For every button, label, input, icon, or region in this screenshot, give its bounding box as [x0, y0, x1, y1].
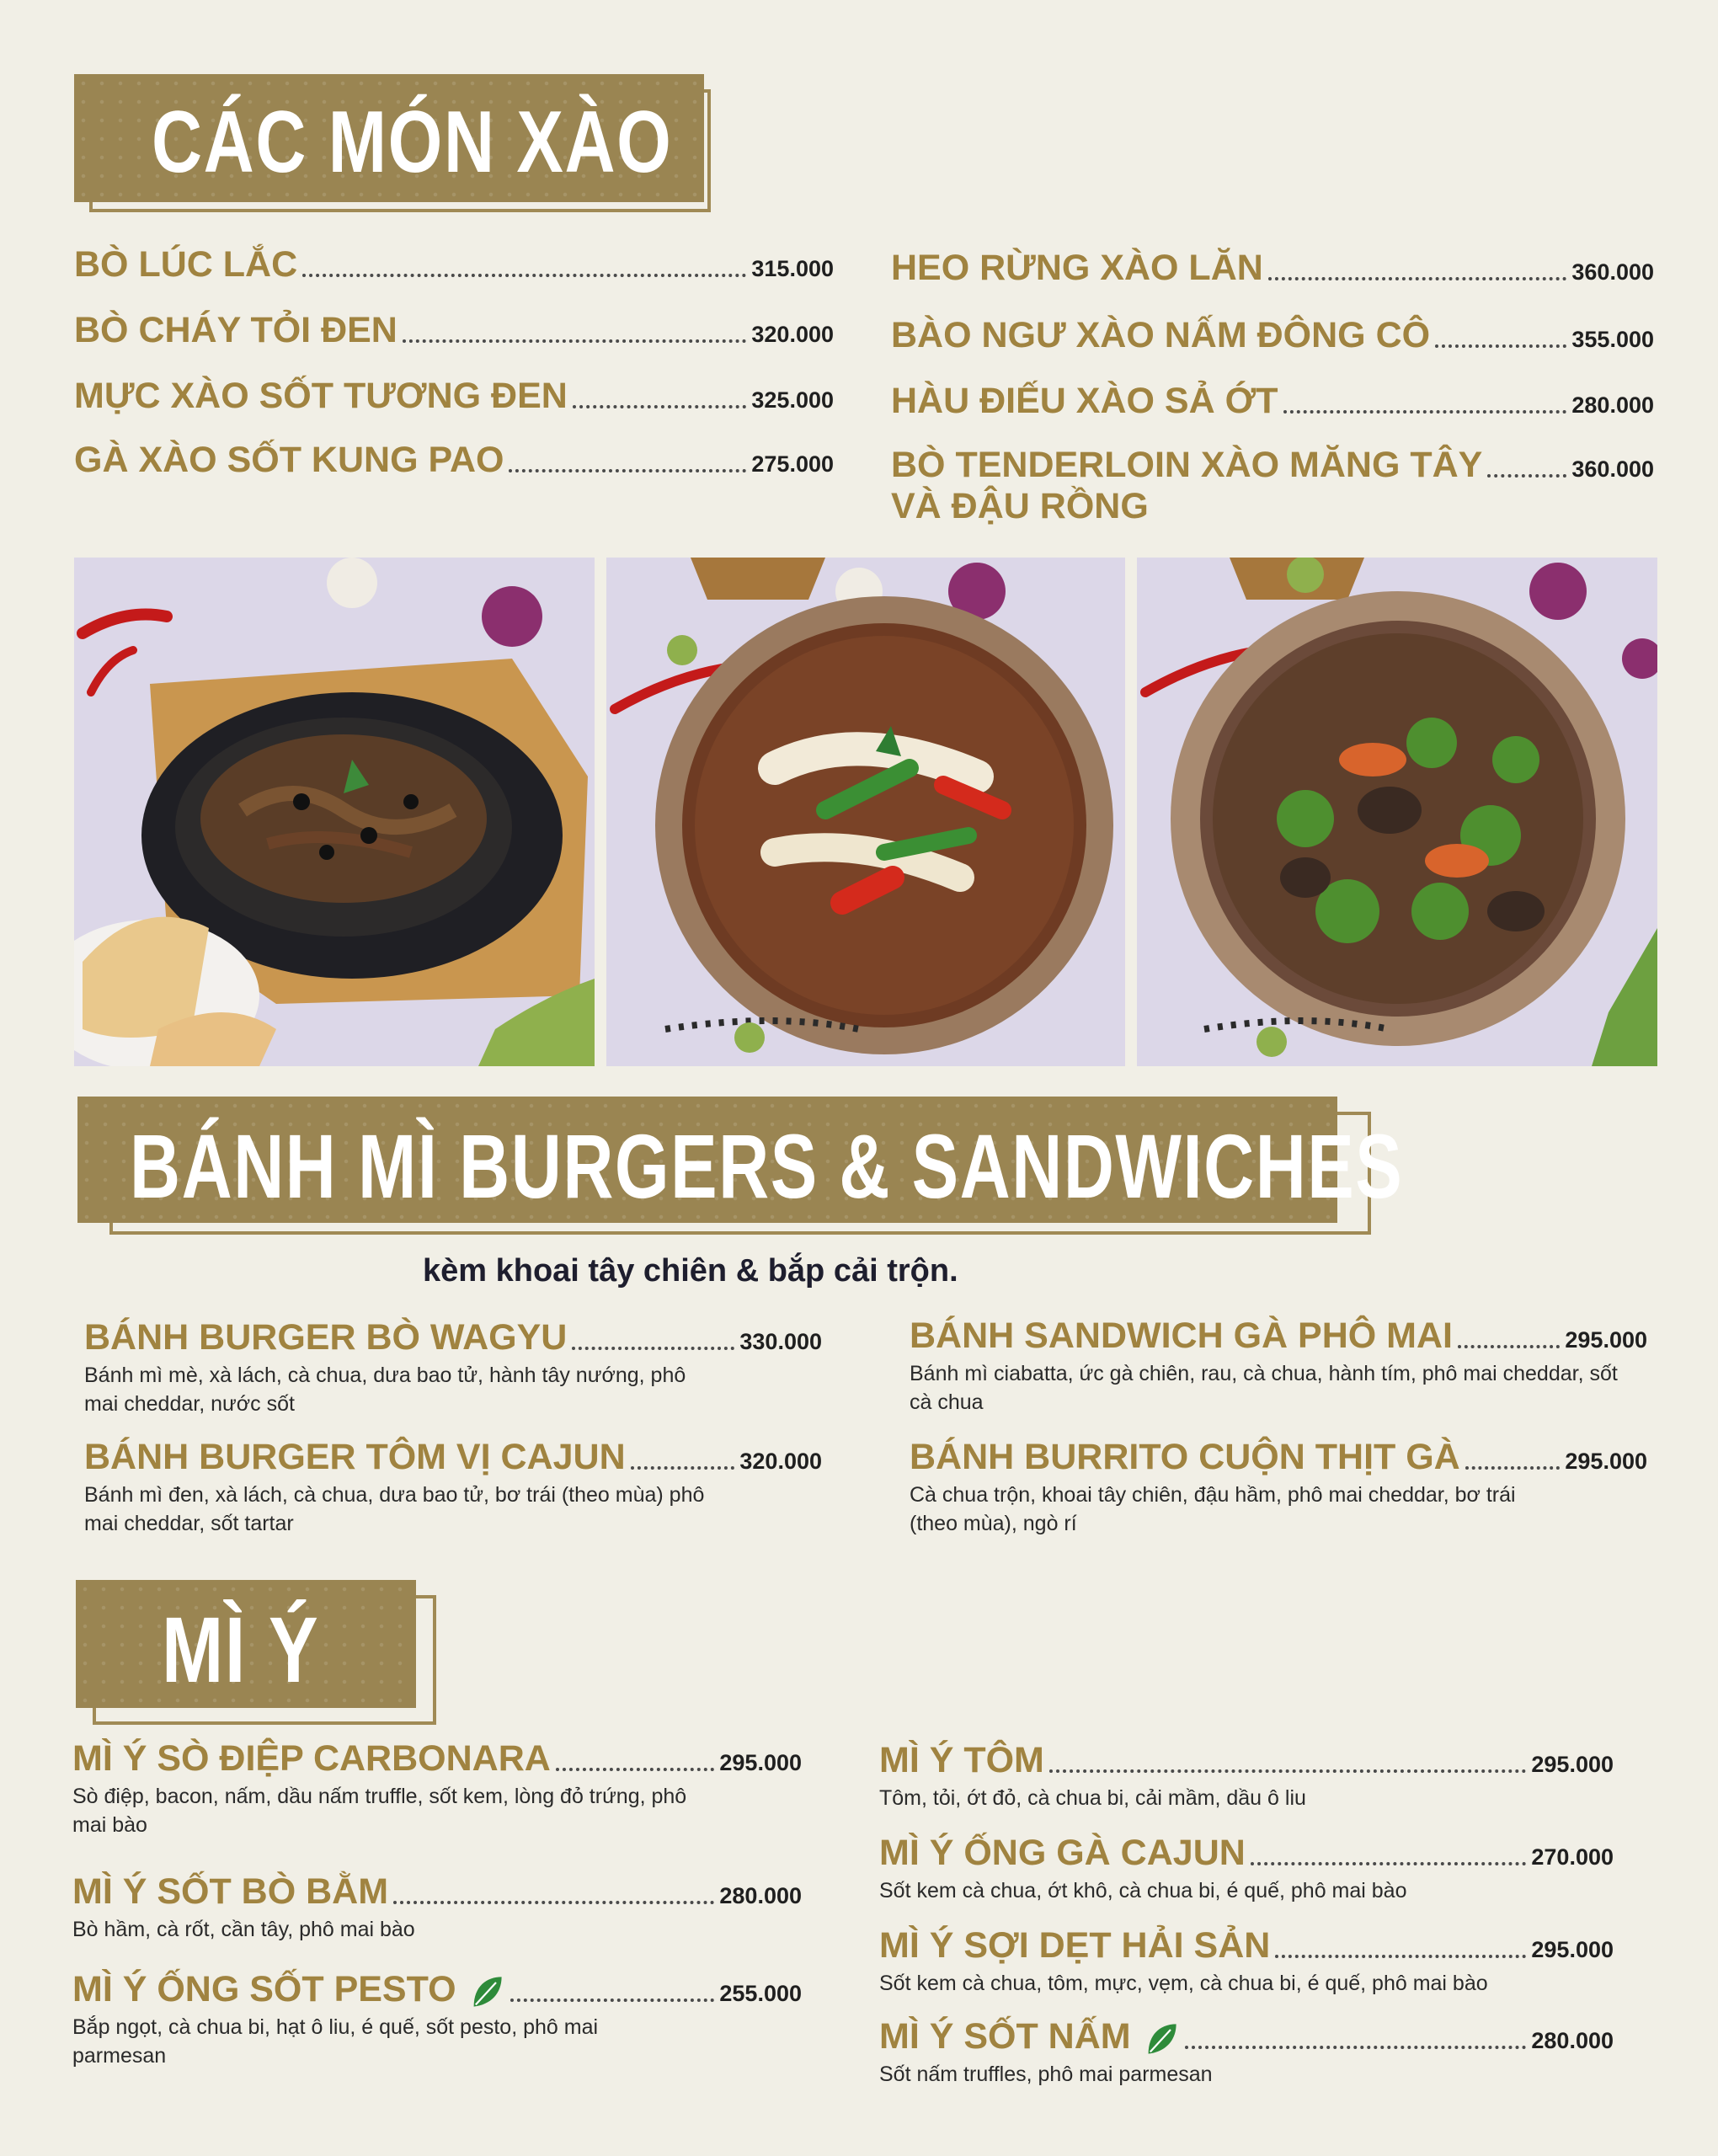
item-name: MÌ Ý ỐNG SỐT PESTO	[72, 1969, 456, 2009]
item-price: 255.000	[719, 1981, 802, 2007]
item-price: 280.000	[1571, 392, 1654, 419]
leader-dots	[1268, 277, 1567, 280]
menu-item	[910, 1315, 1647, 1417]
item-name: MÌ Ý SÒ ĐIỆP CARBONARA	[72, 1738, 551, 1779]
item-price: 315.000	[751, 256, 834, 282]
leader-dots	[1275, 1955, 1526, 1958]
menu-item	[879, 1925, 1614, 1999]
item-description: Bánh mì mè, xà lách, cà chua, dưa bao tử, hành tây nướng, phô mai cheddar, nước sốt	[84, 1364, 686, 1417]
leader-dots	[1049, 1769, 1527, 1773]
section-title: MÌ Ý	[162, 1598, 320, 1702]
item-name: HÀU ĐIẾU XÀO SẢ ỚT	[891, 381, 1278, 421]
menu-item	[72, 1969, 802, 2071]
item-description: Tôm, tỏi, ớt đỏ, cà chua bi, cải mầm, dầu ô liu	[879, 1786, 1306, 1811]
item-description: Cà chua trộn, khoai tây chiên, đậu hầm, phô mai cheddar, bơ trái (theo mùa), ngò rí	[910, 1483, 1516, 1536]
item-name: BÁNH BURGER TÔM VỊ CAJUN	[84, 1437, 626, 1477]
menu-item	[891, 315, 1654, 356]
leader-dots	[1251, 1862, 1527, 1865]
leader-dots	[573, 405, 747, 408]
menu-item	[891, 381, 1654, 422]
item-name: BÒ CHÁY TỎI ĐEN	[74, 310, 397, 350]
item-name: BÒ LÚC LẮC	[74, 244, 298, 285]
dish-photo-abalone-mushroom	[1137, 558, 1657, 1066]
leader-dots	[1283, 410, 1567, 414]
item-name: MỰC XÀO SỐT TƯƠNG ĐEN	[74, 376, 568, 416]
menu-item	[74, 244, 834, 286]
item-name: BÀO NGƯ XÀO NẤM ĐÔNG CÔ	[891, 315, 1431, 355]
dish-photo-sizzling-beef	[74, 558, 595, 1066]
leader-dots	[572, 1347, 734, 1350]
item-description: Bò hầm, cà rốt, cần tây, phô mai bào	[72, 1918, 415, 1942]
item-price: 325.000	[751, 387, 834, 414]
item-name: BÒ TENDERLOIN XÀO MĂNG TÂY	[891, 445, 1483, 485]
item-description: Sốt nấm truffles, phô mai parmesan	[879, 2063, 1213, 2087]
item-price: 295.000	[1565, 1327, 1647, 1353]
item-price: 330.000	[739, 1329, 822, 1355]
section-banner-pasta	[76, 1580, 446, 1737]
section-subtitle: kèm khoai tây chiên & bắp cải trộn.	[423, 1253, 958, 1289]
item-description: Sốt kem cà chua, tôm, mực, vẹm, cà chua bi, é quế, phô mai bào	[879, 1972, 1488, 1996]
leader-dots	[302, 274, 746, 277]
item-price: 320.000	[739, 1449, 822, 1475]
menu-item	[74, 440, 834, 481]
menu-item	[84, 1317, 822, 1419]
item-name: MÌ Ý ỐNG GÀ CAJUN	[879, 1833, 1246, 1873]
item-name: BÁNH BURGER BÒ WAGYU	[84, 1317, 568, 1358]
leader-dots	[510, 1999, 715, 2002]
menu-item	[84, 1437, 822, 1539]
leader-dots	[631, 1466, 735, 1470]
dish-photo-squid	[606, 558, 1125, 1066]
item-description: Sốt kem cà chua, ớt khô, cà chua bi, é quế, phô mai bào	[879, 1879, 1407, 1903]
leader-dots	[1185, 2046, 1527, 2049]
item-description: Bánh mì ciabatta, ức gà chiên, rau, cà chua, hành tím, phô mai cheddar, sốt cà chua	[910, 1362, 1618, 1415]
menu-item	[74, 376, 834, 417]
item-price: 295.000	[719, 1750, 802, 1776]
item-name: HEO RỪNG XÀO LĂN	[891, 248, 1263, 288]
item-name: MÌ Ý SỐT BÒ BẰM	[72, 1871, 389, 1912]
item-price: 355.000	[1571, 327, 1654, 353]
item-price: 360.000	[1571, 456, 1654, 483]
leader-dots	[1435, 344, 1566, 348]
item-name: MÌ Ý SỢI DẸT HẢI SẢN	[879, 1925, 1271, 1966]
item-description: Bánh mì đen, xà lách, cà chua, dưa bao tử, bơ trái (theo mùa) phô mai cheddar, sốt tartar	[84, 1483, 705, 1536]
item-name: BÁNH SANDWICH GÀ PHÔ MAI	[910, 1315, 1453, 1356]
item-price: 280.000	[1531, 2028, 1614, 2054]
leader-dots	[1465, 1466, 1561, 1470]
item-price: 275.000	[751, 451, 834, 478]
item-description: Bắp ngọt, cà chua bi, hạt ô liu, é quế, sốt pesto, phô mai parmesan	[72, 2015, 599, 2068]
section-title: BÁNH MÌ BURGERS & SANDWICHES	[130, 1115, 1404, 1217]
leader-dots	[1487, 474, 1566, 478]
menu-item	[72, 1871, 802, 1945]
item-name: MÌ Ý SỐT NẤM	[879, 2016, 1131, 2057]
item-name-line2: VÀ ĐẬU RỒNG	[891, 486, 1149, 527]
leader-dots	[1458, 1345, 1560, 1348]
leader-dots	[393, 1901, 714, 1904]
item-name: BÁNH BURRITO CUỘN THỊT GÀ	[910, 1437, 1460, 1477]
section-title: CÁC MÓN XÀO	[152, 93, 673, 191]
menu-item	[72, 1738, 802, 1840]
menu-item	[879, 1740, 1614, 1813]
vegetarian-leaf-icon	[468, 1973, 505, 2010]
item-price: 295.000	[1531, 1937, 1614, 1963]
menu-item	[891, 248, 1654, 289]
item-name: GÀ XÀO SỐT KUNG PAO	[74, 440, 504, 480]
leader-dots	[403, 339, 747, 343]
item-price: 320.000	[751, 322, 834, 348]
menu-item	[910, 1437, 1647, 1539]
section-banner-stir-fry	[74, 74, 723, 226]
menu-item	[891, 445, 1654, 528]
section-banner-burgers	[77, 1097, 1404, 1248]
leader-dots	[556, 1768, 715, 1771]
item-price: 295.000	[1565, 1449, 1647, 1475]
item-description: Sò điệp, bacon, nấm, dầu nấm truffle, sốt kem, lòng đỏ trứng, phô mai bào	[72, 1785, 687, 1838]
item-price: 270.000	[1531, 1844, 1614, 1870]
leader-dots	[509, 469, 746, 472]
item-price: 280.000	[719, 1883, 802, 1909]
item-price: 295.000	[1531, 1752, 1614, 1778]
menu-item	[879, 1833, 1614, 1906]
item-price: 360.000	[1571, 259, 1654, 286]
item-name: MÌ Ý TÔM	[879, 1740, 1044, 1780]
menu-item	[74, 310, 834, 351]
vegetarian-leaf-icon	[1143, 2020, 1180, 2057]
menu-item	[879, 2016, 1614, 2089]
